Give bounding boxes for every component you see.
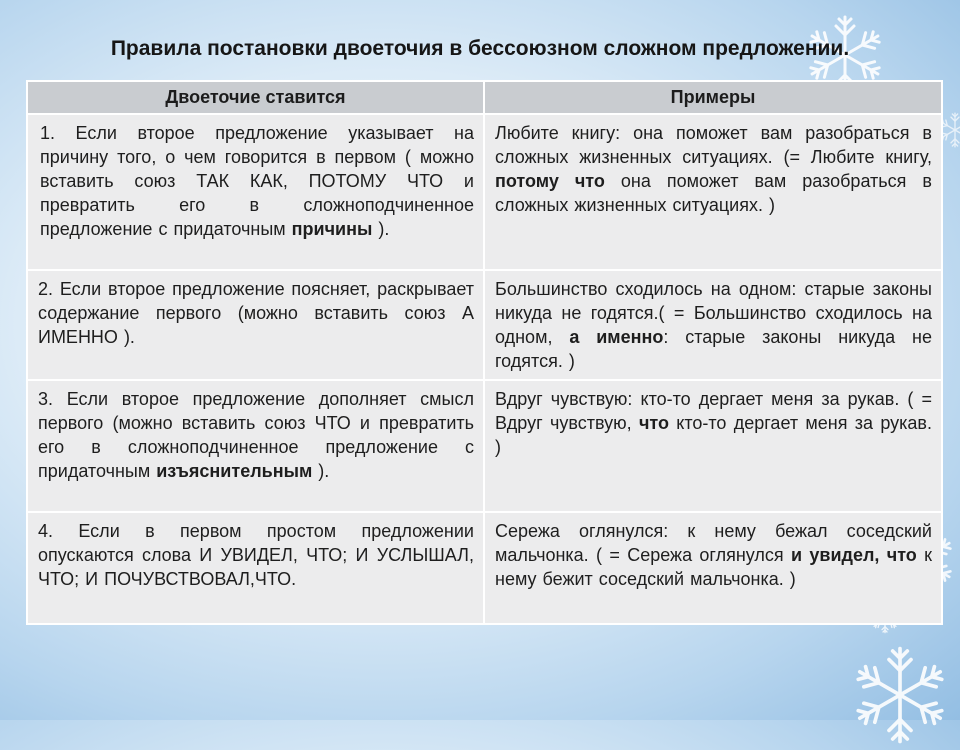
- rules-table: [26, 80, 943, 625]
- rule-cell: [27, 114, 484, 270]
- rule-cell: [27, 270, 484, 380]
- table-row: [27, 270, 942, 380]
- rule-text: 3. Если второе предложение дополняет смысл первого (можно вставить союз ЧТО и превратить его в сложноподчиненное предложение с придаточным изъяснительным ).: [38, 389, 474, 481]
- header-rule: Двоеточие ставится: [27, 81, 484, 114]
- page-title: Правила постановки двоеточия в бессоюзном сложном предложении.: [110, 37, 850, 60]
- header-example: Примеры: [484, 81, 942, 114]
- rule-cell: [27, 512, 484, 624]
- snowflake-icon: [845, 640, 955, 750]
- example-text: Вдруг чувствую: кто-то дергает меня за рукав. ( = Вдруг чувствую, что кто-то дергает меня за рукав. ): [495, 389, 932, 457]
- example-text: Любите книгу: она поможет вам разобраться в сложных жизненных ситуациях. (= Любите книгу, потому что она поможет вам разобраться в сложных жизненных ситуациях. ): [495, 123, 932, 215]
- table-row: [27, 380, 942, 512]
- rule-text: 2. Если второе предложение поясняет, раскрывает содержание первого (можно вставить союз А ИМЕННО ).: [38, 279, 474, 347]
- bold-term: а именно: [569, 327, 664, 347]
- rule-text: 4. Если в первом простом предложении опускаются слова И УВИДЕЛ, ЧТО; И УСЛЫШАЛ, ЧТО; И ПОЧУВСТВОВАЛ,ЧТО.: [38, 521, 474, 589]
- rule-text: 1. Если второе предложение указывает на причину того, о чем говорится в первом ( можно вставить союз ТАК КАК, ПОТОМУ ЧТО и превратить его в сложноподчиненное предложение с придаточным причины ).: [40, 123, 474, 239]
- bold-term: что: [638, 413, 669, 433]
- bold-term: потому что: [495, 171, 605, 191]
- example-cell: [484, 512, 942, 624]
- example-cell: [484, 270, 942, 380]
- bold-term: изъяснительным: [156, 461, 313, 481]
- example-text: Сережа оглянулся: к нему бежал соседский мальчонка. ( = Сережа оглянулся и увидел, что к нему бежит соседский мальчонка. ): [495, 521, 932, 589]
- example-cell: [484, 114, 942, 270]
- bold-term: и увидел, что: [790, 545, 917, 565]
- table-header-row: [27, 81, 942, 114]
- rule-cell: [27, 380, 484, 512]
- table-row: [27, 114, 942, 270]
- example-cell: [484, 380, 942, 512]
- table-row: [27, 512, 942, 624]
- example-text: Большинство сходилось на одном: старые законы никуда не годятся.( = Большинство сходилось на одном, а именно: старые законы никуда не годятся. ): [495, 279, 932, 371]
- bold-term: причины: [291, 219, 373, 239]
